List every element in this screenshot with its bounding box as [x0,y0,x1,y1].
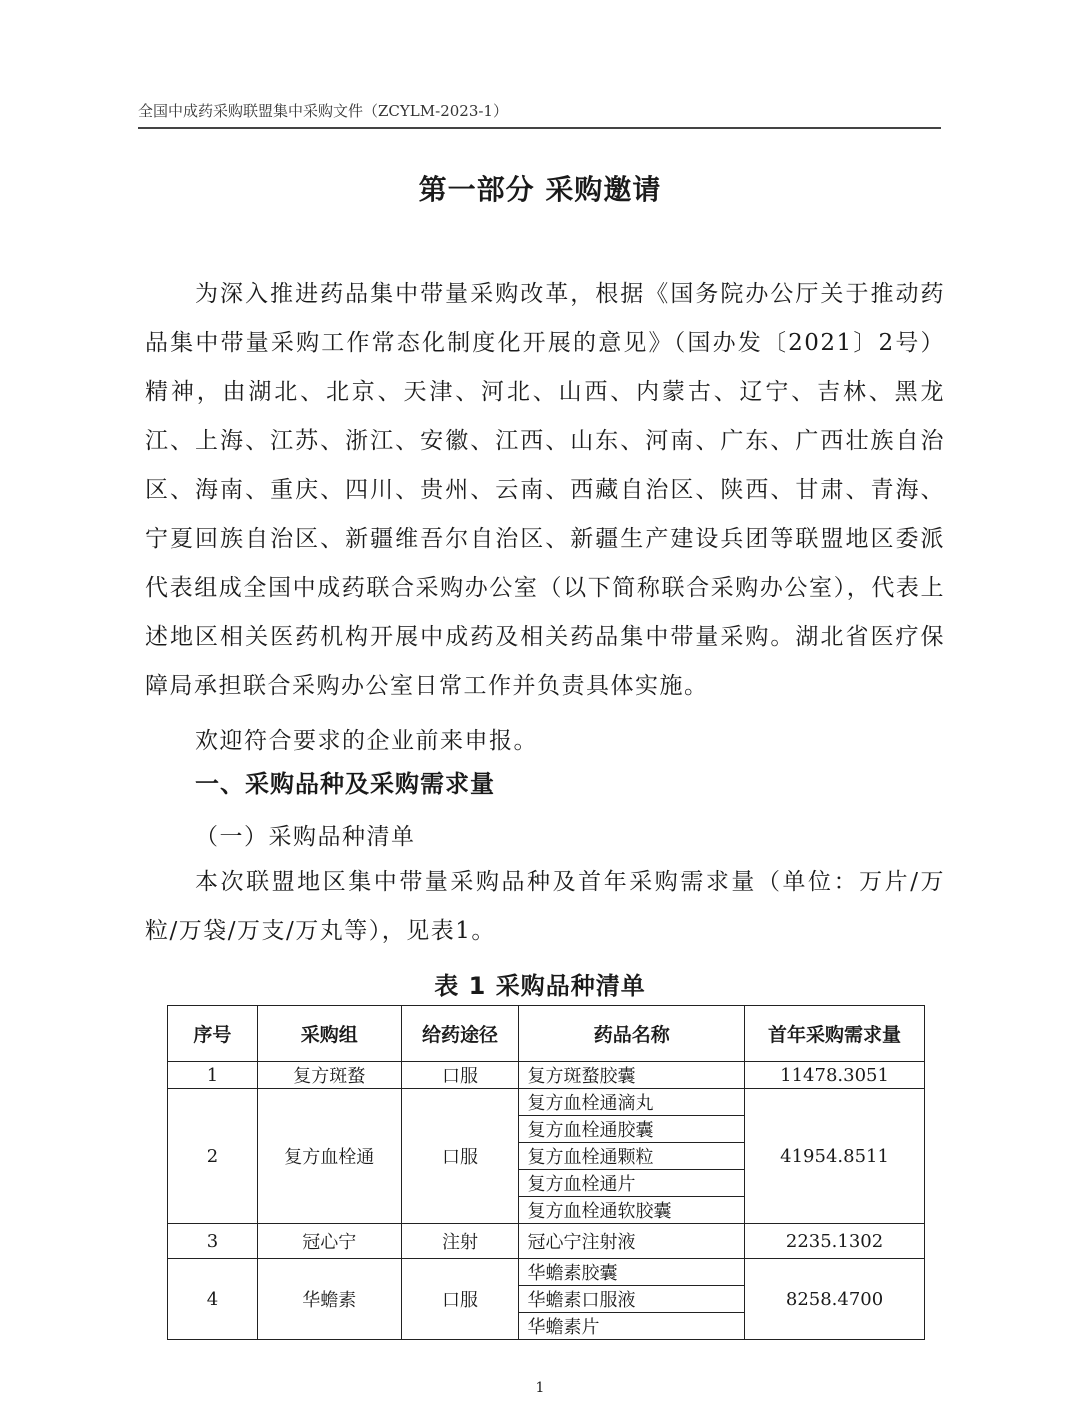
page-title: 第一部分 采购邀请 [418,173,662,206]
section-heading: 一、采购品种及采购需求量 [195,770,495,798]
table-row [168,1089,925,1116]
demand: 11478.3051 [745,1062,925,1089]
procurement-table [167,1005,925,1340]
route: 口服 [401,1259,519,1340]
row-number: 1 [168,1062,258,1089]
route: 注射 [401,1224,519,1259]
drug-name: 冠心宁注射液 [519,1224,745,1259]
intro-paragraph: 为深入推进药品集中带量采购改革，根据《国务院办公厅关于推动药品集中带量采购工作常态化制度化开展的意见》（国办发〔2021〕2号）精神，由湖北、北京、天津、河北、山西、内蒙古、辽宁、吉林、黑龙江、上海、江苏、浙江、安徽、江西、山东、河南、广东、广西壮族自治区、海南、重庆、四川、贵州、云南、西藏自治区、陕西、甘肃、青海、宁夏回族自治区、新疆维吾尔自治区、新疆生产建设兵团等联盟地区委派代表组成全国中成药联合采购办公室（以下简称联合采购办公室），代表上述地区相关医药机构开展中成药及相关药品集中带量采购。湖北省医疗保障局承担联合采购办公室日常工作并负责具体实施。 [145,281,945,699]
purchase-group: 华蟾素 [257,1259,401,1340]
welcome-text: 欢迎符合要求的企业前来申报。 [195,728,538,754]
drug-name: 华蟾素胶囊 [519,1259,745,1286]
header-cell: 序号 [168,1006,258,1062]
header-cell: 给药途径 [401,1006,519,1062]
header-divider [138,127,941,129]
drug-name: 复方血栓通滴丸 [519,1089,745,1116]
demand: 2235.1302 [745,1224,925,1259]
table-row [168,1224,925,1259]
route: 口服 [401,1062,519,1089]
drug-name: 复方血栓通软胶囊 [519,1197,745,1224]
table-row [168,1062,925,1089]
drug-name: 复方血栓通片 [519,1170,745,1197]
drug-name: 复方血栓通颗粒 [519,1143,745,1170]
header-cell: 首年采购需求量 [745,1006,925,1062]
purchase-group: 复方血栓通 [257,1089,401,1224]
drug-name: 华蟾素片 [519,1313,745,1340]
route: 口服 [401,1089,519,1224]
demand: 41954.8511 [745,1089,925,1224]
table-intro-paragraph: 本次联盟地区集中带量采购品种及首年采购需求量（单位：万片/万粒/万袋/万支/万丸等），见表1。 [145,869,945,944]
header-cell: 药品名称 [519,1006,745,1062]
drug-name: 复方斑蝥胶囊 [519,1062,745,1089]
row-number: 2 [168,1089,258,1224]
table-header-row [168,1006,925,1062]
document-header: 全国中成药采购联盟集中采购文件（ZCYLM-2023-1） [138,102,508,120]
drug-name: 复方血栓通胶囊 [519,1116,745,1143]
row-number: 4 [168,1259,258,1340]
table-row [168,1259,925,1286]
row-number: 3 [168,1224,258,1259]
purchase-group: 冠心宁 [257,1224,401,1259]
header-cell: 采购组 [257,1006,401,1062]
demand: 8258.4700 [745,1259,925,1340]
page-number: 1 [535,1380,545,1396]
table-caption: 表 1 采购品种清单 [434,972,646,1000]
subsection-heading: （一）采购品种清单 [195,824,416,850]
drug-name: 华蟾素口服液 [519,1286,745,1313]
purchase-group: 复方斑蝥 [257,1062,401,1089]
